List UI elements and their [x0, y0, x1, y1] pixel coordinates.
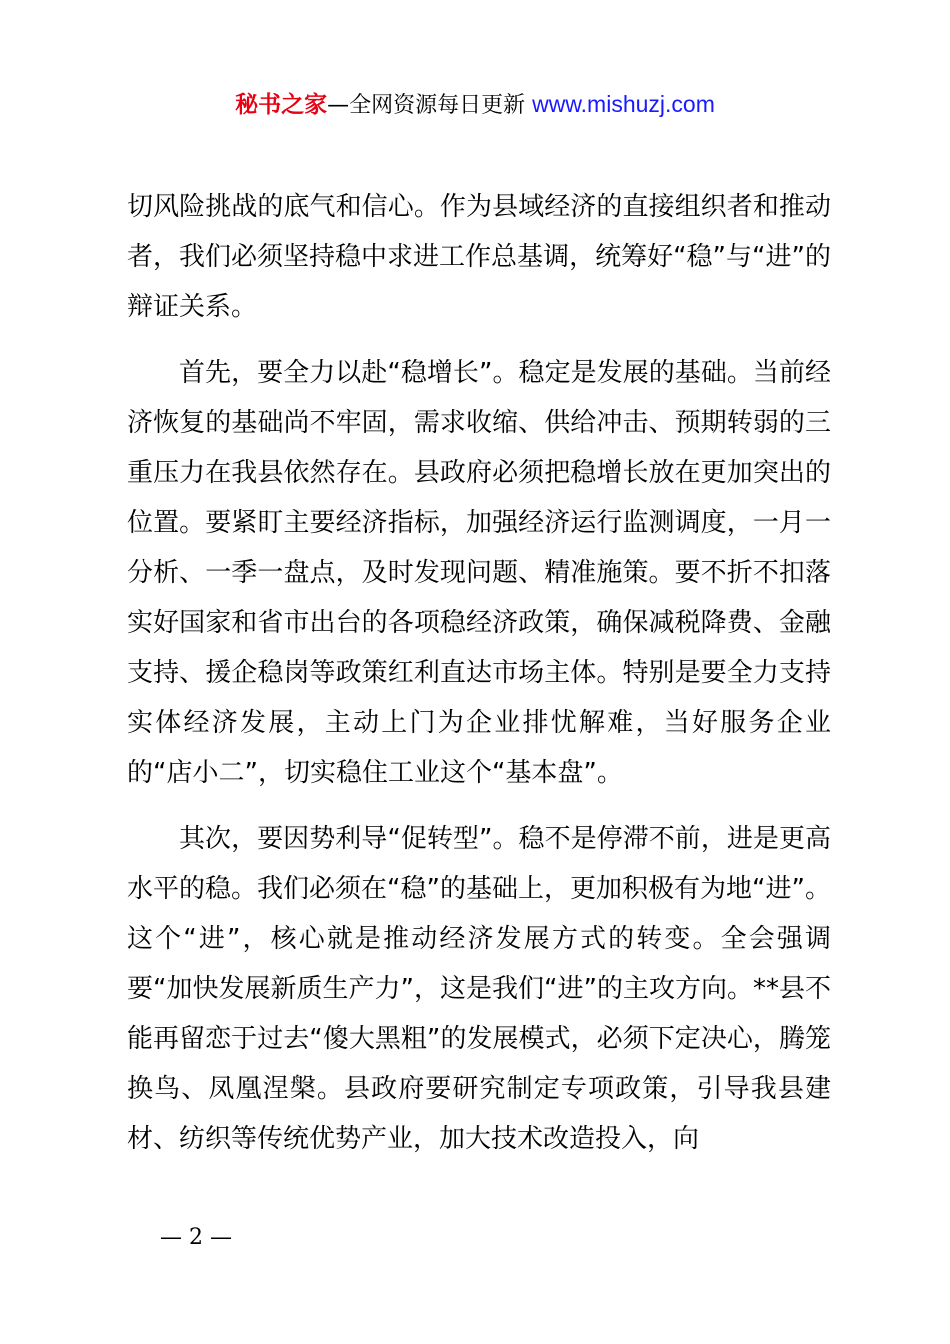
document-body — [127, 182, 831, 1180]
brand-name: 秘书之家 — [235, 92, 328, 118]
header-tagline: —全网资源每日更新 — [327, 93, 533, 118]
paragraph-promote-transformation: 其次，要因势利导“促转型”。稳不是停滞不前，进是更高水平的稳。我们必须在“稳”的基础上，更加积极有为地“进”。这个“进”，核心就是推动经济发展方式的转变。全会强调要“加快发展新质生产力”，这是我们“进”的主攻方向。**县不能再留恋于过去“傻大黑粗”的发展模式，必须下定决心，腾笼换鸟、凤凰涅槃。县政府要研究制定专项政策，引导我县建材、纺织等传统优势产业，加大技术改造投入，向 — [127, 824, 831, 1154]
site-url-link[interactable]: www.mishuzj.com — [532, 91, 715, 117]
page-number: — 2 — — [160, 1225, 232, 1250]
site-header — [0, 86, 950, 124]
paragraph-continuation: 切风险挑战的底气和信心。作为县域经济的直接组织者和推动者，我们必须坚持稳中求进工作总基调，统筹好“稳”与“进”的辩证关系。 — [127, 192, 831, 322]
paragraph-stabilize-growth: 首先，要全力以赴“稳增长”。稳定是发展的基础。当前经济恢复的基础尚不牢固，需求收缩、供给冲击、预期转弱的三重压力在我县依然存在。县政府必须把稳增长放在更加突出的位置。要紧盯主要经济指标，加强经济运行监测调度，一月一分析、一季一盘点，及时发现问题、精准施策。要不折不扣落实好国家和省市出台的各项稳经济政策，确保减税降费、金融支持、援企稳岗等政策红利直达市场主体。特别是要全力支持实体经济发展，主动上门为企业排忧解难，当好服务企业的“店小二”，切实稳住工业这个“基本盘”。 — [127, 358, 831, 788]
